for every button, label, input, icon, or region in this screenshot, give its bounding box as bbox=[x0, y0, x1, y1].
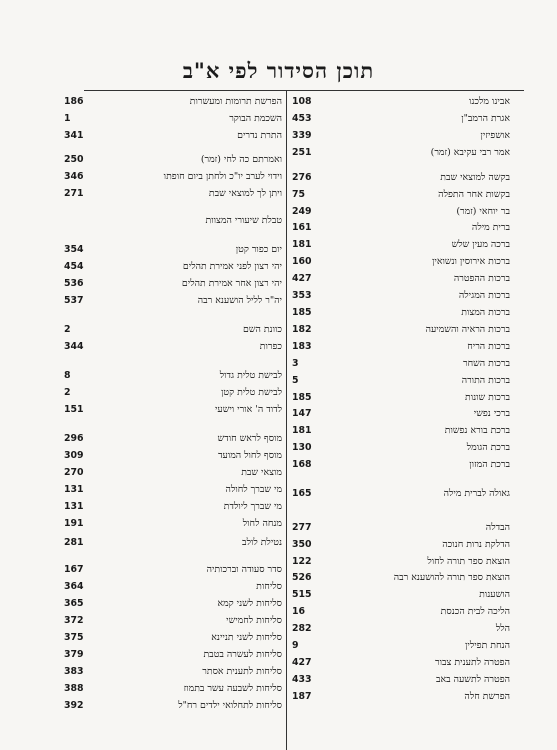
entry-page-number: 185 bbox=[292, 392, 312, 403]
index-entry bbox=[64, 448, 282, 463]
entry-page-number: 250 bbox=[64, 154, 84, 165]
entry-page-number: 282 bbox=[292, 623, 312, 634]
entry-page-number: 354 bbox=[64, 244, 84, 255]
index-entry bbox=[292, 554, 510, 569]
index-entry bbox=[292, 406, 510, 421]
entry-title: סליחות לתחלואי ילדים רח"ל bbox=[178, 700, 282, 711]
index-entry bbox=[292, 237, 510, 252]
entry-page-number: 341 bbox=[64, 130, 84, 141]
entry-title: סליחות לתענית אסתר bbox=[202, 666, 282, 677]
entry-page-number: 427 bbox=[292, 273, 312, 284]
index-entry bbox=[292, 655, 510, 670]
entry-page-number: 187 bbox=[292, 691, 312, 702]
index-entry bbox=[292, 672, 510, 687]
index-entry bbox=[64, 259, 282, 274]
entry-page-number: 364 bbox=[64, 581, 84, 592]
index-entry bbox=[292, 170, 510, 185]
entry-title: הוצאת ספר תורה לחול bbox=[427, 556, 510, 567]
index-entry bbox=[292, 271, 510, 286]
entry-title: מי שברך ליולדת bbox=[223, 501, 282, 512]
index-entry bbox=[64, 186, 282, 201]
entry-page-number: 5 bbox=[292, 375, 299, 386]
entry-title: מי שברך לחולה bbox=[225, 484, 282, 495]
index-entry bbox=[292, 220, 510, 235]
entry-title: הלל bbox=[495, 623, 510, 634]
column-divider bbox=[286, 91, 287, 750]
entry-page-number: 131 bbox=[64, 484, 84, 495]
index-entry bbox=[64, 152, 282, 167]
index-entry bbox=[64, 402, 282, 417]
index-entry bbox=[292, 322, 510, 337]
index-entry bbox=[64, 242, 282, 257]
entry-title: הליכה לבית הכנסת bbox=[440, 606, 510, 617]
index-entry bbox=[292, 305, 510, 320]
index-entry bbox=[64, 293, 282, 308]
entry-page-number: 182 bbox=[292, 324, 312, 335]
entry-title: גאולה לברית מילה bbox=[443, 488, 510, 499]
index-entry bbox=[292, 537, 510, 552]
entry-title: לדוד ה' אורי וישעי bbox=[214, 404, 282, 415]
index-entry bbox=[292, 621, 510, 636]
entry-title: ברכות הראיה והשמיעה bbox=[425, 324, 510, 335]
index-entry bbox=[64, 339, 282, 354]
index-entry bbox=[292, 570, 510, 585]
entry-page-number: 16 bbox=[292, 606, 306, 617]
index-entry bbox=[64, 368, 282, 383]
entry-title: הפטרה לתענית צבור bbox=[435, 657, 510, 668]
entry-page-number: 108 bbox=[292, 96, 312, 107]
index-entry bbox=[64, 562, 282, 577]
index-entry bbox=[292, 204, 510, 219]
index-entry bbox=[64, 579, 282, 594]
entry-title: ואמרתם כה לחי (זמר) bbox=[200, 154, 282, 165]
entry-page-number: 151 bbox=[64, 404, 84, 415]
entry-title: לבישת טלית קטן bbox=[221, 387, 282, 398]
entry-title: אושפיזין bbox=[480, 130, 510, 141]
entry-title: התרת נדרים bbox=[237, 130, 282, 141]
entry-page-number: 281 bbox=[64, 537, 84, 548]
entry-page-number: 536 bbox=[64, 278, 84, 289]
entry-page-number: 165 bbox=[292, 488, 312, 499]
entry-title: בקשה למוצאי שבת bbox=[440, 172, 510, 183]
entry-title: ברכה מעין שלש bbox=[451, 239, 510, 250]
index-entry bbox=[64, 385, 282, 400]
entry-title: ברכי נפשי bbox=[473, 408, 510, 419]
entry-title: סליחות לחמישי bbox=[226, 615, 282, 626]
entry-title: יהי רצון אחר אמירת תהלים bbox=[181, 278, 282, 289]
index-entry bbox=[292, 689, 510, 704]
entry-page-number: 3 bbox=[292, 358, 299, 369]
entry-title: בקשות אחר התפלה bbox=[438, 189, 510, 200]
index-entry bbox=[64, 213, 282, 228]
entry-title: הבדלה bbox=[485, 522, 510, 533]
entry-page-number: 392 bbox=[64, 700, 84, 711]
entry-page-number: 75 bbox=[292, 189, 306, 200]
index-entry bbox=[64, 630, 282, 645]
entry-title: בר יוחאי (זמר) bbox=[456, 206, 510, 217]
page-title: תוכן הסידור לפי א"ב bbox=[182, 58, 375, 83]
index-entry bbox=[64, 647, 282, 662]
entry-page-number: 122 bbox=[292, 556, 312, 567]
index-entry bbox=[64, 482, 282, 497]
entry-title: אמר רבי עקיבא (זמר) bbox=[430, 147, 510, 158]
entry-page-number: 515 bbox=[292, 589, 312, 600]
index-entry bbox=[292, 356, 510, 371]
index-entry bbox=[292, 604, 510, 619]
entry-page-number: 181 bbox=[292, 425, 312, 436]
index-entry bbox=[292, 457, 510, 472]
entry-title: הוצאת ספר תורה להושענא רבה bbox=[393, 572, 510, 583]
index-entry bbox=[292, 128, 510, 143]
index-entry bbox=[64, 596, 282, 611]
entry-title: ויתן לך למוצאי שבת bbox=[208, 188, 282, 199]
entry-title: הנחת תפילין bbox=[464, 640, 510, 651]
entry-page-number: 296 bbox=[64, 433, 84, 444]
index-entry bbox=[292, 520, 510, 535]
index-entry bbox=[64, 465, 282, 480]
entry-title: כוונת השם bbox=[242, 324, 282, 335]
entry-title: ברכת המזון bbox=[469, 459, 510, 470]
entry-title: הפרשת חלה bbox=[464, 691, 510, 702]
entry-title: יהי רצון לפני אמירת תהלים bbox=[182, 261, 282, 272]
index-entry bbox=[292, 339, 510, 354]
entry-page-number: 147 bbox=[292, 408, 312, 419]
index-entry bbox=[64, 681, 282, 696]
entry-title: נטילת לולב bbox=[242, 537, 282, 548]
entry-title: ברכות שונות bbox=[464, 392, 510, 403]
entry-page-number: 379 bbox=[64, 649, 84, 660]
index-entry bbox=[64, 169, 282, 184]
entry-page-number: 271 bbox=[64, 188, 84, 199]
entry-title: לבישת טלית גדול bbox=[219, 370, 282, 381]
entry-page-number: 365 bbox=[64, 598, 84, 609]
entry-page-number: 388 bbox=[64, 683, 84, 694]
entry-title: אבינו מלכנו bbox=[468, 96, 510, 107]
entry-page-number: 168 bbox=[292, 459, 312, 470]
entry-title: סליחות לשני קמא bbox=[217, 598, 282, 609]
entry-title: סדר סעודה וברכותיה bbox=[206, 564, 282, 575]
entry-page-number: 383 bbox=[64, 666, 84, 677]
header-rule bbox=[84, 90, 524, 91]
entry-title: טבלת שיעורי המצוות bbox=[205, 215, 282, 226]
entry-title: סליחות לשבעה עשר בתמוז bbox=[183, 683, 282, 694]
index-entry bbox=[64, 431, 282, 446]
index-entry bbox=[64, 499, 282, 514]
entry-page-number: 453 bbox=[292, 113, 312, 124]
index-entry bbox=[64, 128, 282, 143]
entry-page-number: 161 bbox=[292, 222, 312, 233]
entry-page-number: 526 bbox=[292, 572, 312, 583]
entry-page-number: 185 bbox=[292, 307, 312, 318]
entry-title: הושענות bbox=[479, 589, 510, 600]
index-entry bbox=[292, 373, 510, 388]
entry-title: מנחה לחול bbox=[242, 518, 282, 529]
index-entry bbox=[64, 322, 282, 337]
entry-title: וידוי לערב יו"כ ולחתן ביום חופתו bbox=[163, 171, 282, 182]
entry-title: הפרשת תרומות ומעשרות bbox=[189, 96, 282, 107]
index-entry bbox=[292, 288, 510, 303]
entry-page-number: 427 bbox=[292, 657, 312, 668]
entry-title: מוסף לחול המועד bbox=[218, 450, 282, 461]
entry-page-number: 131 bbox=[64, 501, 84, 512]
entry-title: ברית מילה bbox=[471, 222, 510, 233]
entry-title: ברכות המגילה bbox=[458, 290, 510, 301]
index-entry bbox=[292, 423, 510, 438]
entry-title: הדלקת נרות חנוכה bbox=[442, 539, 510, 550]
entry-page-number: 167 bbox=[64, 564, 84, 575]
index-entry bbox=[292, 145, 510, 160]
entry-title: כפרות bbox=[259, 341, 282, 352]
entry-page-number: 186 bbox=[64, 96, 84, 107]
entry-page-number: 276 bbox=[292, 172, 312, 183]
entry-title: ברכת הגומל bbox=[466, 442, 510, 453]
entry-page-number: 130 bbox=[292, 442, 312, 453]
entry-title: סליחות לשני תניינא bbox=[211, 632, 282, 643]
entry-title: יה"ר לליל הושענא רבה bbox=[197, 295, 282, 306]
entry-title: אגרת הרמב"ן bbox=[461, 113, 510, 124]
entry-page-number: 160 bbox=[292, 256, 312, 267]
index-entry bbox=[64, 94, 282, 109]
entry-page-number: 433 bbox=[292, 674, 312, 685]
entry-title: ברכות אירוסין ונשואין bbox=[431, 256, 510, 267]
entry-title: ברכת בורא נפשות bbox=[444, 425, 510, 436]
entry-page-number: 309 bbox=[64, 450, 84, 461]
index-entry bbox=[292, 254, 510, 269]
entry-page-number: 270 bbox=[64, 467, 84, 478]
entry-page-number: 454 bbox=[64, 261, 84, 272]
index-entry bbox=[64, 111, 282, 126]
index-entry bbox=[292, 587, 510, 602]
entry-title: הפטרה לתשעה באב bbox=[435, 674, 510, 685]
entry-page-number: 277 bbox=[292, 522, 312, 533]
index-entry bbox=[64, 698, 282, 713]
index-entry bbox=[292, 94, 510, 109]
entry-page-number: 537 bbox=[64, 295, 84, 306]
entry-page-number: 249 bbox=[292, 206, 312, 217]
entry-title: מוסף לראש חודש bbox=[217, 433, 282, 444]
entry-page-number: 1 bbox=[64, 113, 71, 124]
entry-page-number: 372 bbox=[64, 615, 84, 626]
index-entry bbox=[292, 486, 510, 501]
entry-page-number: 353 bbox=[292, 290, 312, 301]
entry-title: סליחות bbox=[256, 581, 282, 592]
index-entry bbox=[64, 516, 282, 531]
index-entry bbox=[292, 390, 510, 405]
entry-page-number: 375 bbox=[64, 632, 84, 643]
entry-title: ברכות השחר bbox=[463, 358, 510, 369]
index-entry bbox=[292, 111, 510, 126]
entry-page-number: 9 bbox=[292, 640, 299, 651]
entry-page-number: 344 bbox=[64, 341, 84, 352]
entry-title: השכמת הבוקר bbox=[229, 113, 282, 124]
entry-title: סליחות לעשרה בטבת bbox=[203, 649, 282, 660]
entry-title: ברכות הריח bbox=[467, 341, 510, 352]
entry-title: יום כפור קטן bbox=[235, 244, 282, 255]
entry-page-number: 191 bbox=[64, 518, 84, 529]
entry-title: מוצאי שבת bbox=[241, 467, 282, 478]
entry-title: ברכות המצות bbox=[461, 307, 510, 318]
entry-page-number: 350 bbox=[292, 539, 312, 550]
index-entry bbox=[292, 638, 510, 653]
index-entry bbox=[64, 535, 282, 550]
entry-title: ברכות התורה bbox=[461, 375, 510, 386]
entry-title: ברכות ההפטרה bbox=[453, 273, 510, 284]
entry-page-number: 181 bbox=[292, 239, 312, 250]
index-entry bbox=[292, 187, 510, 202]
index-entry bbox=[64, 276, 282, 291]
entry-page-number: 8 bbox=[64, 370, 71, 381]
index-entry bbox=[64, 664, 282, 679]
entry-page-number: 2 bbox=[64, 387, 71, 398]
entry-page-number: 339 bbox=[292, 130, 312, 141]
index-entry bbox=[292, 440, 510, 455]
entry-page-number: 346 bbox=[64, 171, 84, 182]
index-entry bbox=[64, 613, 282, 628]
entry-page-number: 251 bbox=[292, 147, 312, 158]
entry-page-number: 2 bbox=[64, 324, 71, 335]
entry-page-number: 183 bbox=[292, 341, 312, 352]
